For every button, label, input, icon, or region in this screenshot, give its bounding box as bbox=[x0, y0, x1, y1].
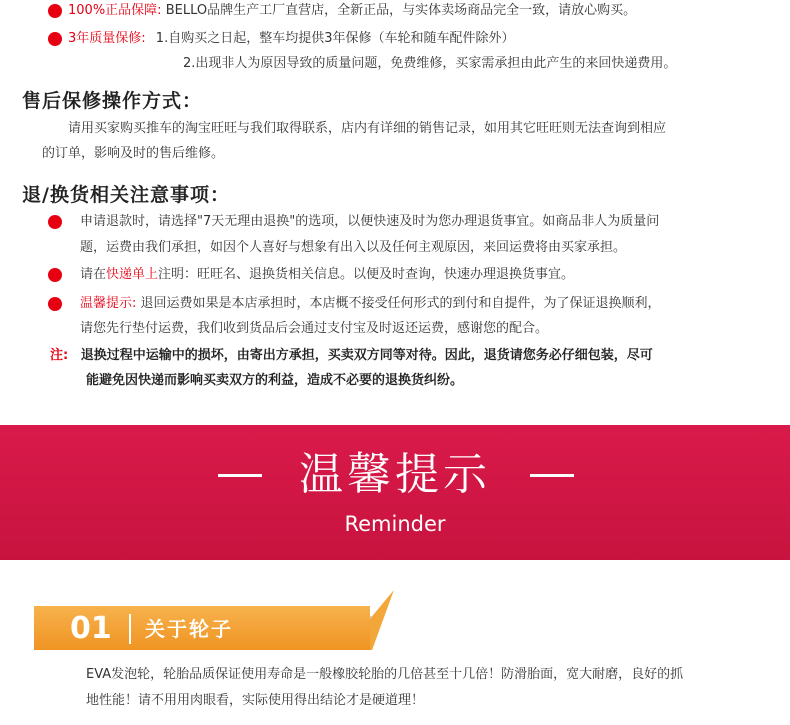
returns-note-line-2: 能避免因快递而影响买卖双方的利益，造成不必要的退换货纠纷。 bbox=[86, 373, 464, 388]
section-title: 关于轮子 bbox=[145, 617, 233, 641]
after-sales-heading: 售后保修操作方式： bbox=[22, 90, 203, 112]
guarantee-line-2 bbox=[68, 30, 514, 48]
returns-item3-line-1 bbox=[80, 295, 661, 313]
red-bullet-icon bbox=[48, 297, 62, 311]
returns-item1-line-2: 题，运费由我们承担，如因个人喜好与想象有出入以及任何主观原因，来回运费将由买家承担。 bbox=[80, 240, 627, 255]
returns-item2-post: 注明：旺旺名、退换货相关信息。以便及时查询，快速办理退换货事宜。 bbox=[158, 267, 575, 282]
banner-title: 温馨提示 bbox=[299, 449, 491, 500]
section-label-divider bbox=[129, 614, 131, 644]
red-bullet-icon bbox=[48, 4, 62, 18]
returns-heading: 退/换货相关注意事项： bbox=[22, 184, 230, 206]
returns-item3-text-1: 退回运费如果是本店承担时，本店概不接受任何形式的到付和自提件，为了保证退换顺利， bbox=[140, 296, 661, 311]
guarantee-warranty-1: 1.自购买之日起，整车均提供3年保修（车轮和随车配件除外） bbox=[155, 31, 515, 46]
guarantee-warranty-2: 2.出现非人为原因导致的质量问题，免费维修，买家需承担由此产生的来回快递费用。 bbox=[183, 56, 677, 71]
returns-item2-pre: 请在 bbox=[80, 267, 107, 282]
returns-item3-label: 温馨提示: bbox=[80, 296, 137, 311]
after-sales-line-2: 的订单，影响及时的售后维修。 bbox=[42, 146, 225, 161]
returns-item2-highlight: 快递单上 bbox=[106, 267, 159, 282]
guarantee-text-authentic: BELLO品牌生产工厂直营店，全新正品，与实体卖场商品完全一致，请放心购买。 bbox=[165, 3, 637, 18]
returns-note-line-1 bbox=[50, 347, 653, 365]
returns-note-text-1: 退换过程中运输中的损坏，由寄出方承担，买卖双方同等对待。因此，退货请您务必仔细包装，尽可 bbox=[80, 348, 653, 363]
returns-item2-line bbox=[80, 266, 574, 284]
returns-note-label: 注: bbox=[50, 348, 69, 363]
guarantee-line-1 bbox=[68, 2, 636, 20]
returns-item1-line-1: 申请退款时，请选择"7天无理由退换"的选项，以便快速及时为您办理退货事宜。如商品非人为质量问 bbox=[80, 214, 660, 229]
guarantee-label-warranty: 3年质量保修: bbox=[68, 31, 146, 46]
section-number: 01 bbox=[70, 611, 112, 646]
after-sales-line-1: 请用买家购买推车的淘宝旺旺与我们取得联系，店内有详细的销售记录，如用其它旺旺则无法查询到相应 bbox=[68, 121, 667, 136]
red-bullet-icon bbox=[48, 32, 62, 46]
banner-subtitle: Reminder bbox=[344, 512, 446, 536]
red-bullet-icon bbox=[48, 215, 62, 229]
section01-line-2: 地性能！请不用用肉眼看，实际使用得出结论才是硬道理！ bbox=[86, 693, 425, 708]
returns-item3-line-2: 请您先行垫付运费，我们收到货品后会通过支付宝及时返还运费，感谢您的配合。 bbox=[80, 321, 549, 336]
guarantee-label-authentic: 100%正品保障: bbox=[68, 3, 162, 18]
red-bullet-icon bbox=[48, 268, 62, 282]
section01-line-1: EVA发泡轮，轮胎品质保证使用寿命是一般橡胶轮胎的几倍甚至十几倍！防滑胎面，宽大耐磨，良好的抓 bbox=[86, 667, 684, 682]
